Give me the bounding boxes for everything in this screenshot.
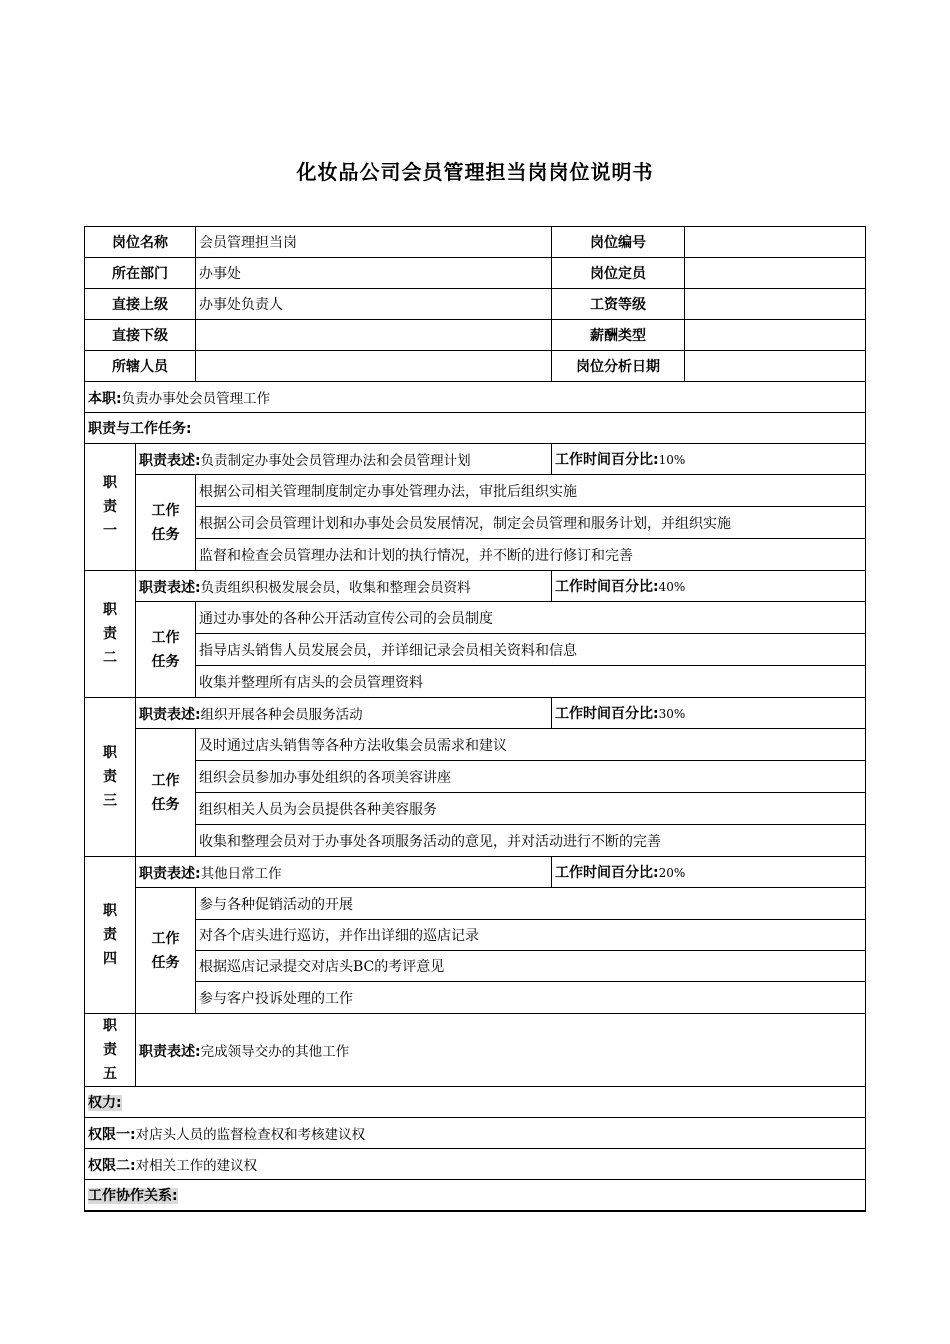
subordinate-label: 直接下级 <box>85 320 196 351</box>
task-label: 工作 任务 <box>136 729 196 857</box>
desc-label: 职责表述: <box>139 579 201 596</box>
time-percent-label: 工作时间百分比: <box>555 579 659 595</box>
task-item: 指导店头销售人员发展会员，并详细记录会员相关资料和信息 <box>196 634 866 666</box>
task-row <box>85 982 866 1014</box>
responsibility-5-label: 职 责 五 <box>85 1014 136 1087</box>
salary-grade-value <box>685 289 866 320</box>
collaboration-title-row <box>85 1180 866 1212</box>
time-percent-label: 工作时间百分比: <box>555 865 659 881</box>
department-label: 所在部门 <box>85 258 196 289</box>
task-row <box>85 634 866 666</box>
collaboration-title: 工作协作关系: <box>88 1188 178 1204</box>
responsibility-2-desc: 负责组织积极发展会员，收集和整理会员资料 <box>200 579 471 596</box>
document-title: 化妆品公司会员管理担当岗岗位说明书 <box>296 160 654 184</box>
subordinate-value <box>196 320 552 351</box>
time-percent-label: 工作时间百分比: <box>555 706 659 722</box>
task-item: 及时通过店头销售等各种方法收集会员需求和建议 <box>196 729 866 761</box>
supervisor-label: 直接上级 <box>85 289 196 320</box>
headcount-label: 岗位定员 <box>552 258 685 289</box>
job-code-value <box>685 227 866 258</box>
responsibility-1-percent: 10% <box>658 453 686 467</box>
task-row <box>85 951 866 982</box>
supervisor-value: 办事处负责人 <box>196 289 552 320</box>
task-item: 参与客户投诉处理的工作 <box>196 982 866 1014</box>
task-item: 根据巡店记录提交对店头BC的考评意见 <box>196 951 866 982</box>
time-percent-label: 工作时间百分比: <box>555 452 659 468</box>
responsibility-3-label: 职 责 三 <box>85 698 136 857</box>
task-item: 通过办事处的各种公开活动宣传公司的会员制度 <box>196 602 866 634</box>
desc-label: 职责表述: <box>139 1043 201 1060</box>
task-item: 监督和检查会员管理办法和计划的执行情况，并不断的进行修订和完善 <box>196 539 866 571</box>
main-duty-text: 负责办事处会员管理工作 <box>121 390 271 407</box>
header-row <box>85 351 866 382</box>
responsibility-3-desc: 组织开展各种会员服务活动 <box>200 706 363 723</box>
authority-2-text: 对相关工作的建议权 <box>135 1157 258 1174</box>
salary-grade-label: 工资等级 <box>552 289 685 320</box>
desc-label: 职责表述: <box>139 452 201 469</box>
responsibility-5-row <box>85 1014 866 1087</box>
analysis-date-value <box>685 351 866 382</box>
authority-2-label: 权限二: <box>88 1157 136 1174</box>
task-item: 收集并整理所有店头的会员管理资料 <box>196 666 866 698</box>
responsibility-2-percent: 40% <box>658 580 686 594</box>
job-description-table <box>84 226 866 1212</box>
responsibility-1-desc-row <box>85 444 866 475</box>
authority-title: 权力: <box>88 1095 122 1111</box>
task-row <box>85 475 866 507</box>
header-row <box>85 258 866 289</box>
headcount-value <box>685 258 866 289</box>
task-item: 组织会员参加办事处组织的各项美容讲座 <box>196 761 866 793</box>
staff-label: 所辖人员 <box>85 351 196 382</box>
responsibility-3-percent: 30% <box>658 707 686 721</box>
pay-type-value <box>685 320 866 351</box>
authority-1-label: 权限一: <box>88 1126 136 1143</box>
responsibility-3-desc-row <box>85 698 866 729</box>
job-title-label: 岗位名称 <box>85 227 196 258</box>
task-row <box>85 825 866 857</box>
task-item: 组织相关人员为会员提供各种美容服务 <box>196 793 866 825</box>
responsibility-4-percent: 20% <box>658 866 686 880</box>
task-label: 工作 任务 <box>136 888 196 1014</box>
task-row <box>85 761 866 793</box>
task-row <box>85 920 866 951</box>
task-label: 工作 任务 <box>136 602 196 698</box>
task-item: 收集和整理会员对于办事处各项服务活动的意见，并对活动进行不断的完善 <box>196 825 866 857</box>
task-item: 参与各种促销活动的开展 <box>196 888 866 920</box>
authority-title-row <box>85 1087 866 1118</box>
task-label: 工作 任务 <box>136 475 196 571</box>
responsibilities-title: 职责与工作任务: <box>85 413 866 444</box>
task-row <box>85 793 866 825</box>
job-title-value: 会员管理担当岗 <box>196 227 552 258</box>
analysis-date-label: 岗位分析日期 <box>552 351 685 382</box>
task-row <box>85 507 866 539</box>
staff-value <box>196 351 552 382</box>
task-row <box>85 888 866 920</box>
header-row <box>85 320 866 351</box>
responsibility-1-label: 职 责 一 <box>85 444 136 571</box>
responsibility-4-label: 职 责 四 <box>85 857 136 1014</box>
task-row <box>85 602 866 634</box>
responsibility-2-desc-row <box>85 571 866 602</box>
department-value: 办事处 <box>196 258 552 289</box>
responsibilities-title-row <box>85 413 866 444</box>
main-duty-label: 本职: <box>88 390 122 407</box>
pay-type-label: 薪酬类型 <box>552 320 685 351</box>
task-row <box>85 666 866 698</box>
task-row <box>85 539 866 571</box>
responsibility-4-desc-row <box>85 857 866 888</box>
task-item: 根据公司会员管理计划和办事处会员发展情况，制定会员管理和服务计划，并组织实施 <box>196 507 866 539</box>
authority-row <box>85 1149 866 1180</box>
desc-label: 职责表述: <box>139 706 201 723</box>
authority-row <box>85 1118 866 1149</box>
header-row <box>85 227 866 258</box>
header-row <box>85 289 866 320</box>
responsibility-5-desc: 完成领导交办的其他工作 <box>200 1043 350 1060</box>
job-code-label: 岗位编号 <box>552 227 685 258</box>
main-duty-row <box>85 382 866 413</box>
responsibility-2-label: 职 责 二 <box>85 571 136 698</box>
task-item: 根据公司相关管理制度制定办事处管理办法，审批后组织实施 <box>196 475 866 507</box>
authority-1-text: 对店头人员的监督检查权和考核建议权 <box>135 1126 366 1143</box>
responsibility-1-desc: 负责制定办事处会员管理办法和会员管理计划 <box>200 452 471 469</box>
desc-label: 职责表述: <box>139 865 201 882</box>
responsibility-4-desc: 其他日常工作 <box>200 865 282 882</box>
task-row <box>85 729 866 761</box>
task-item: 对各个店头进行巡访，并作出详细的巡店记录 <box>196 920 866 951</box>
